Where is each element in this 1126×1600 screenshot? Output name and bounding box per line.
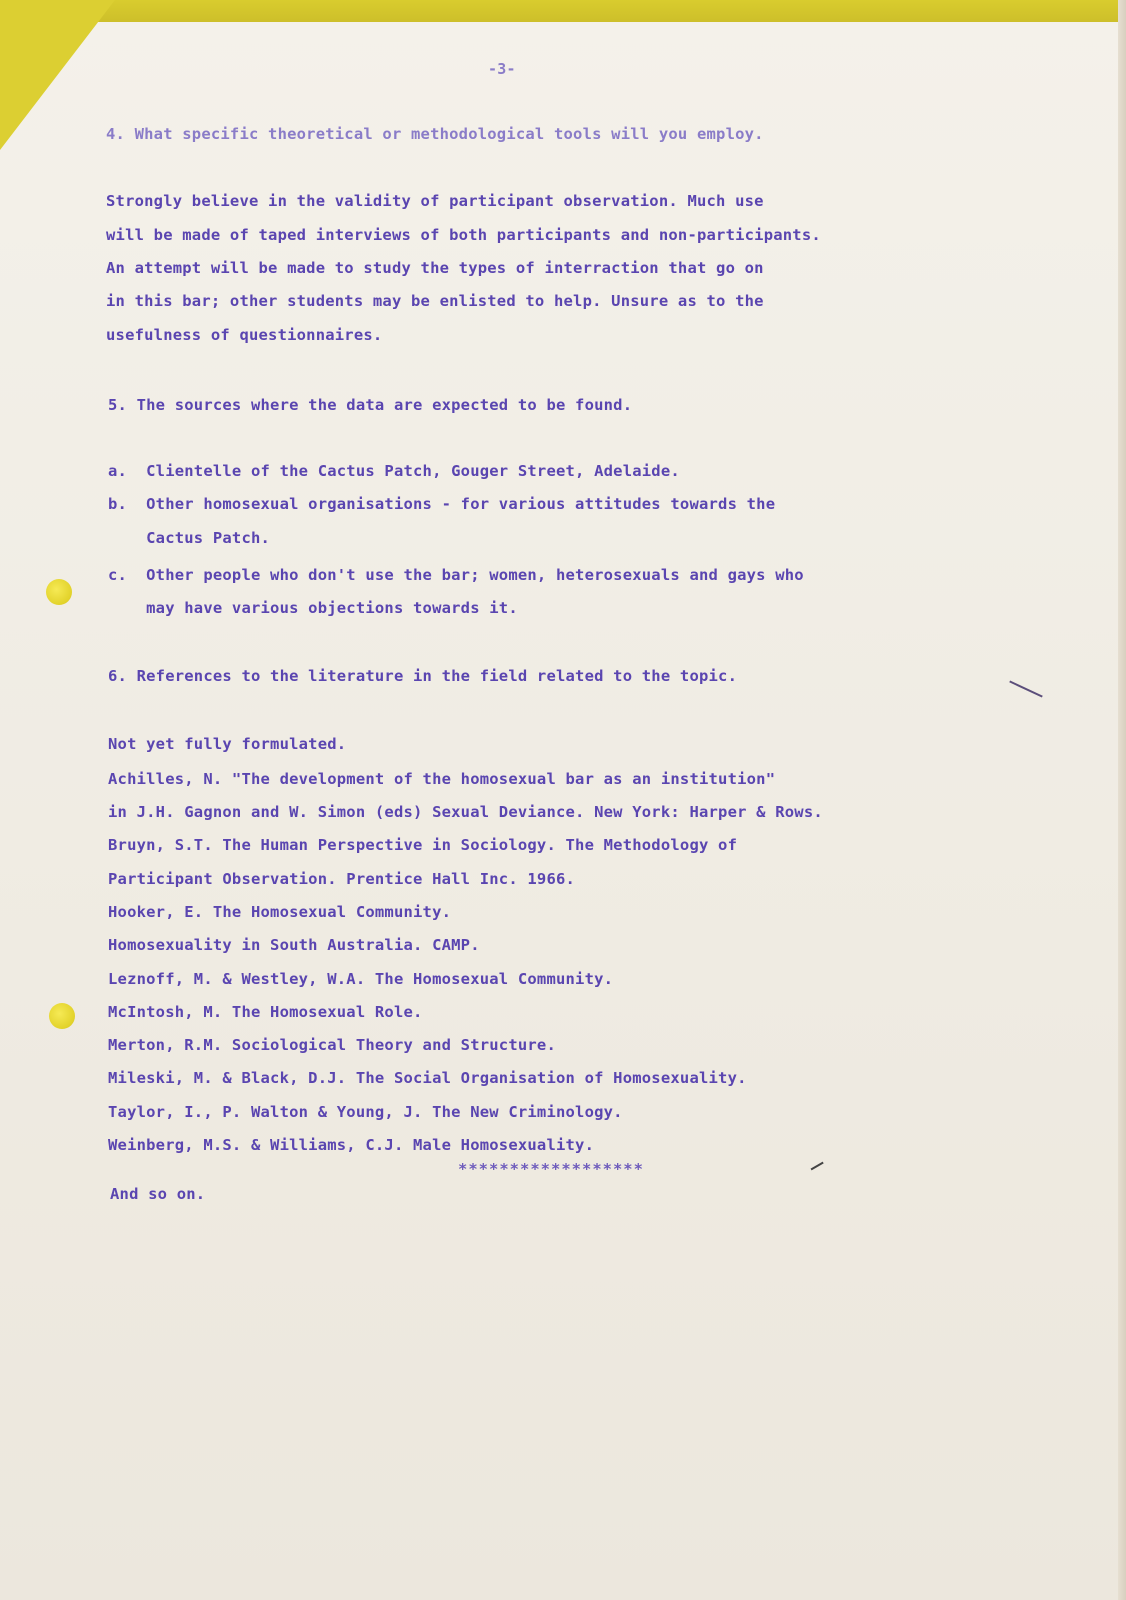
yellow-folder-corner	[0, 0, 115, 150]
section-4-line: Strongly believe in the validity of participant observation. Much use	[106, 192, 764, 210]
reference-line: Mileski, M. & Black, D.J. The Social Organisation of Homosexuality.	[108, 1069, 747, 1087]
separator-asterisks: ******************	[458, 1160, 644, 1178]
reference-line: in J.H. Gagnon and W. Simon (eds) Sexual Deviance. New York: Harper & Rows.	[108, 803, 823, 821]
reference-line: Bruyn, S.T. The Human Perspective in Sociology. The Methodology of	[108, 836, 738, 854]
section-4-line: in this bar; other students may be enlisted to help. Unsure as to the	[106, 292, 764, 310]
section-5-heading: 5. The sources where the data are expected to be found.	[108, 396, 633, 414]
reference-line: Achilles, N. "The development of the homosexual bar as an institution"	[108, 770, 776, 788]
source-item: may have various objections towards it.	[108, 599, 518, 617]
punch-hole-upper	[46, 579, 72, 605]
reference-line: Weinberg, M.S. & Williams, C.J. Male Homosexuality.	[108, 1136, 595, 1154]
pencil-mark	[811, 1162, 824, 1170]
reference-line: Taylor, I., P. Walton & Young, J. The New Criminology.	[108, 1103, 623, 1121]
closing-text: And so on.	[110, 1185, 206, 1203]
reference-line: Leznoff, M. & Westley, W.A. The Homosexual Community.	[108, 970, 614, 988]
reference-line: Merton, R.M. Sociological Theory and Structure.	[108, 1036, 556, 1054]
source-item: Cactus Patch.	[108, 529, 271, 547]
ink-mark	[1009, 680, 1042, 697]
source-item: b. Other homosexual organisations - for various attitudes towards the	[108, 495, 776, 513]
source-item: a. Clientelle of the Cactus Patch, Gouger Street, Adelaide.	[108, 462, 680, 480]
source-item: c. Other people who don't use the bar; women, heterosexuals and gays who	[108, 566, 804, 584]
section-4-heading: 4. What specific theoretical or methodological tools will you employ.	[106, 125, 764, 143]
page-edge-shadow	[1118, 0, 1126, 1600]
references-intro: Not yet fully formulated.	[108, 735, 347, 753]
page-number: -3-	[488, 60, 516, 78]
reference-line: Participant Observation. Prentice Hall Inc. 1966.	[108, 870, 576, 888]
section-4-line: An attempt will be made to study the types of interraction that go on	[106, 259, 764, 277]
section-4-line: usefulness of questionnaires.	[106, 326, 383, 344]
reference-line: Homosexuality in South Australia. CAMP.	[108, 936, 480, 954]
section-4-line: will be made of taped interviews of both participants and non-participants.	[106, 226, 821, 244]
reference-line: McIntosh, M. The Homosexual Role.	[108, 1003, 423, 1021]
punch-hole-lower	[49, 1003, 75, 1029]
section-6-heading: 6. References to the literature in the field related to the topic.	[108, 667, 738, 685]
reference-line: Hooker, E. The Homosexual Community.	[108, 903, 452, 921]
yellow-folder-edge	[0, 0, 1126, 22]
